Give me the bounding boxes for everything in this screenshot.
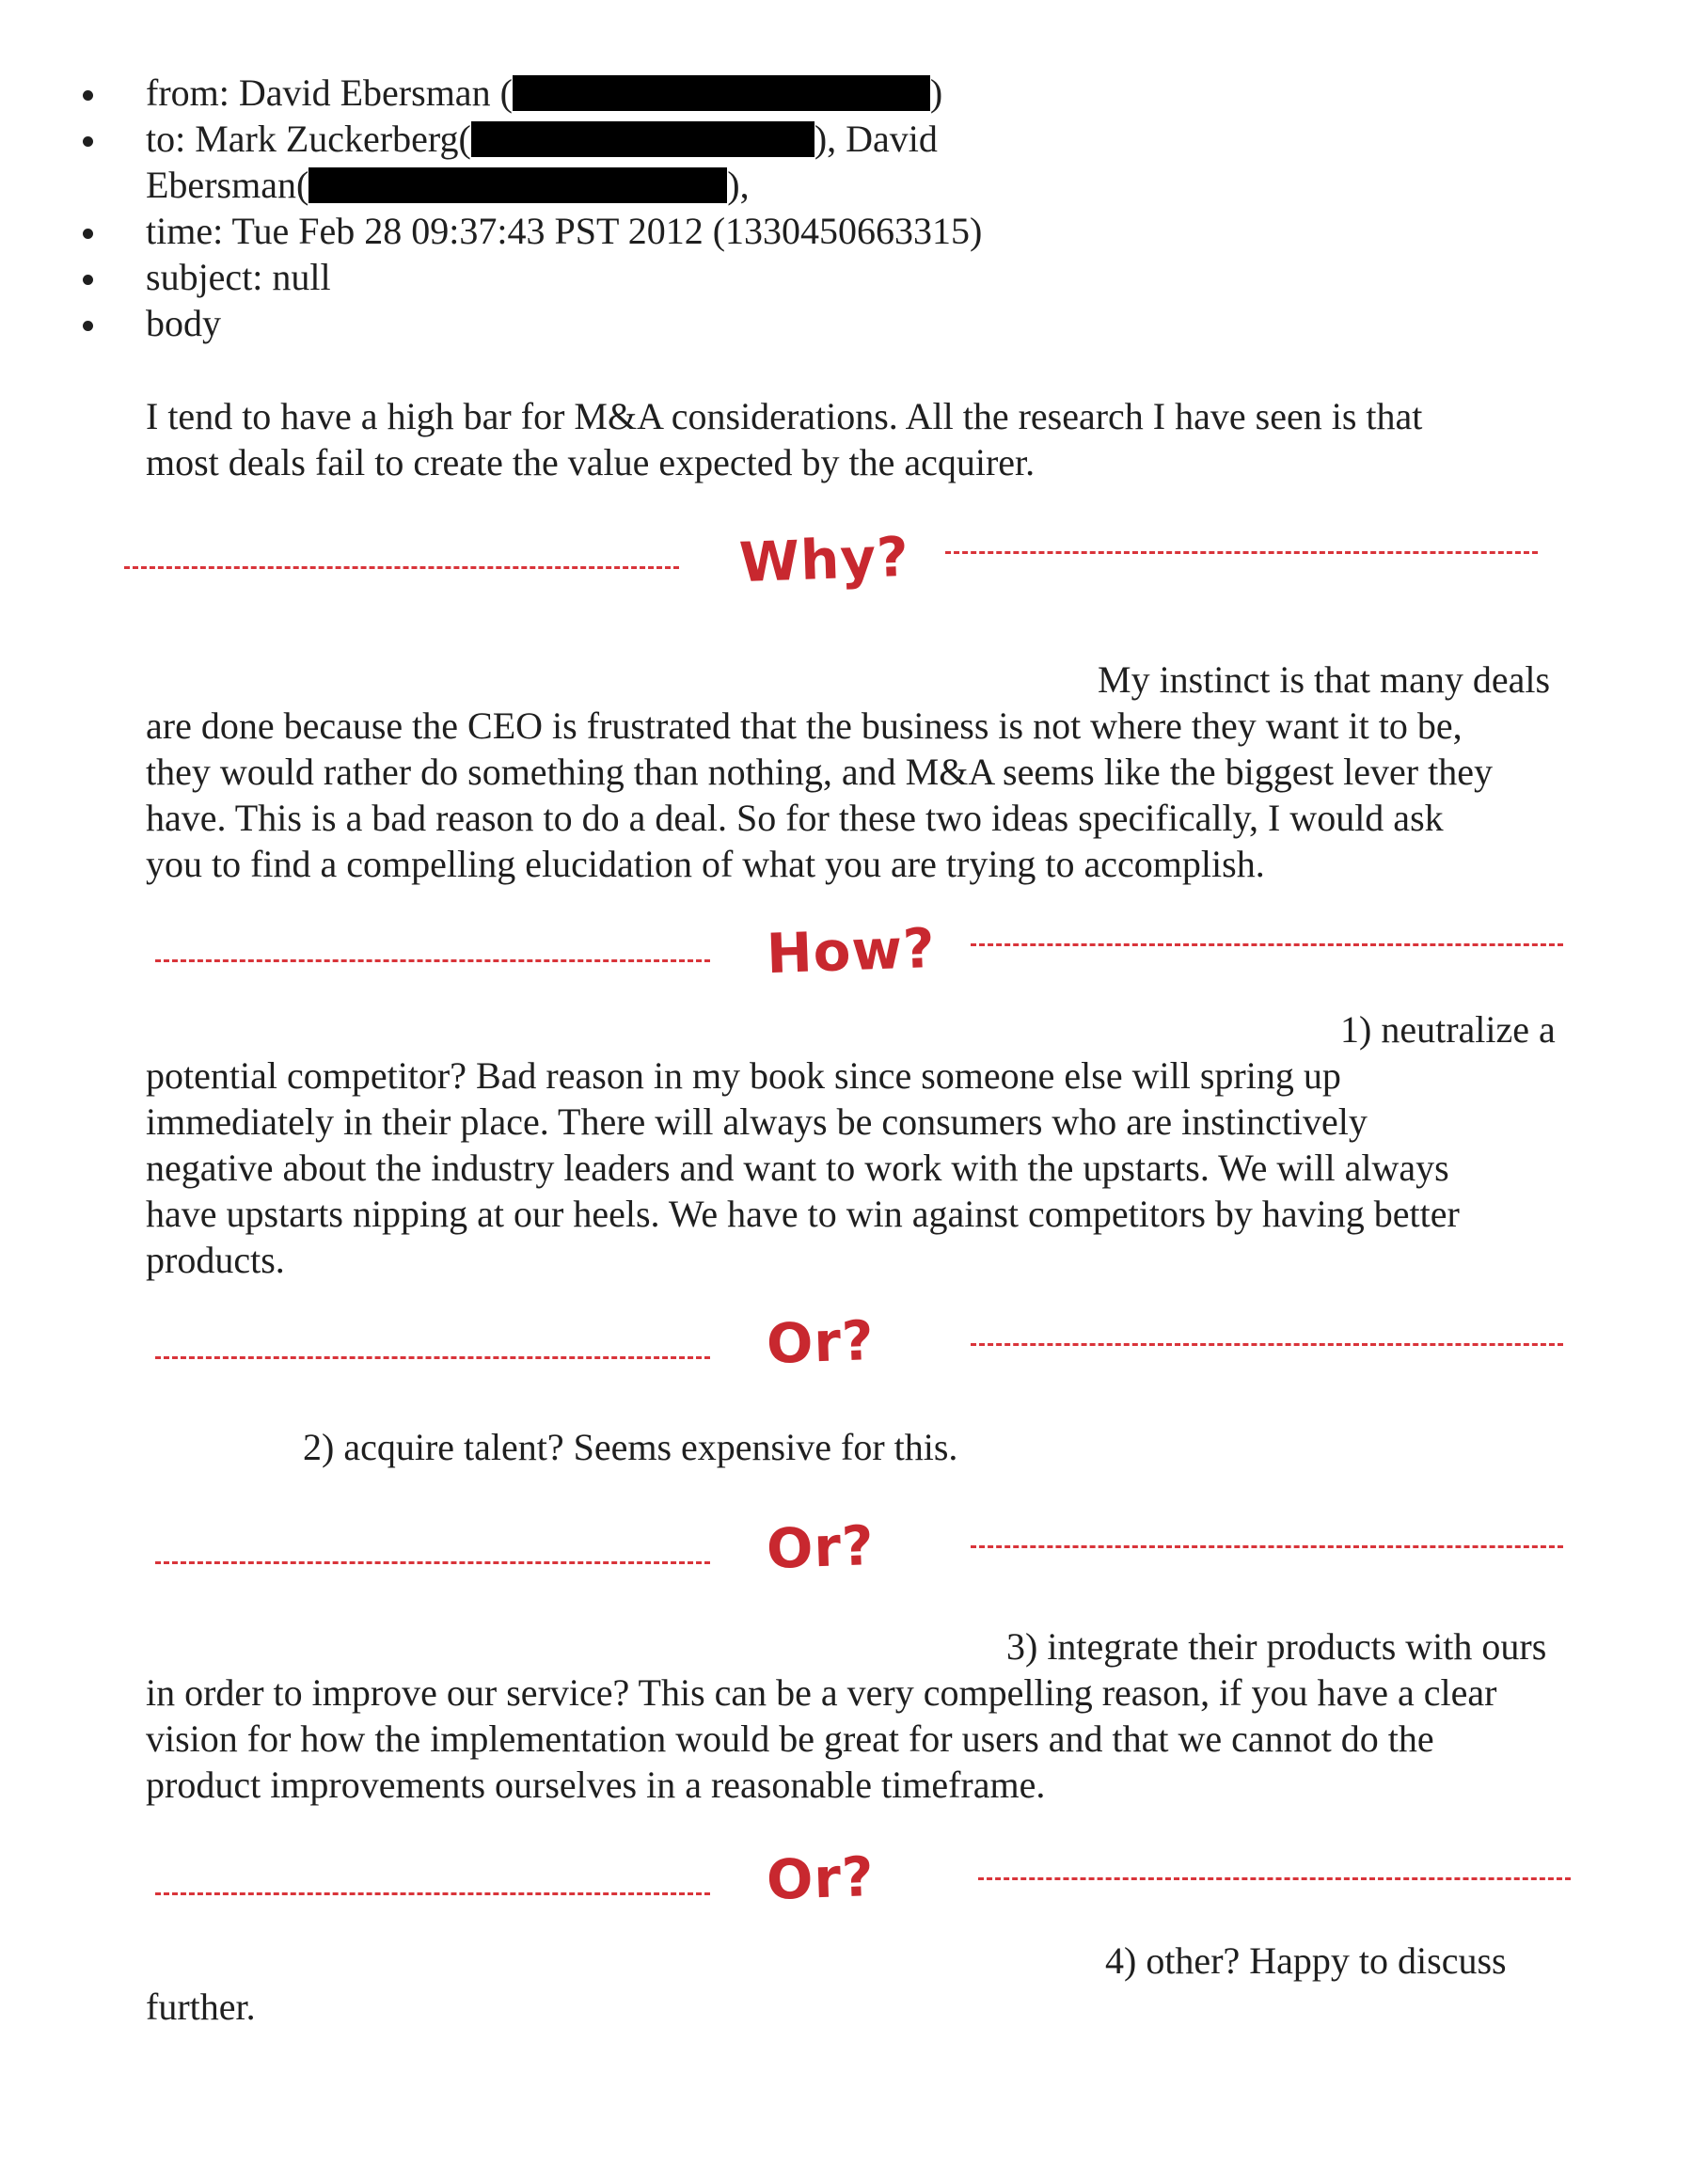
header-to	[83, 116, 1494, 208]
annotation-divider-right	[971, 1545, 1563, 1548]
time-text: time: Tue Feb 28 09:37:43 PST 2012 (1330450663315)	[146, 210, 983, 252]
header-body	[83, 300, 1494, 346]
paragraph-line: immediately in their place. There will always be consumers who are instinctively	[146, 1100, 1368, 1143]
paragraph-line: you to find a compelling elucidation of what you are trying to accomplish.	[146, 843, 1265, 885]
annotation-or-3: Or?	[765, 1844, 876, 1912]
annotation-how: How?	[765, 915, 937, 987]
annotation-divider-left	[155, 1561, 710, 1564]
paragraph-line: in order to improve our service? This can be a very compelling reason, if you have a clear	[146, 1671, 1497, 1714]
paragraph-4	[303, 1424, 957, 1470]
from-label: from: David Ebersman (	[146, 71, 513, 114]
paragraph-line: further.	[146, 1986, 256, 2028]
annotation-divider-right	[978, 1877, 1571, 1880]
paragraph-line: product improvements ourselves in a reasonable timeframe.	[146, 1764, 1046, 1806]
paragraph-line: have. This is a bad reason to do a deal. So for these two ideas specifically, I would ask	[146, 797, 1444, 839]
annotation-divider-right	[945, 551, 1538, 554]
annotation-why: Why?	[737, 524, 910, 595]
annotation-divider-left	[155, 959, 710, 962]
header-subject	[83, 254, 1494, 300]
paragraph-1	[146, 393, 1422, 485]
header-from	[83, 70, 1494, 116]
redaction-block	[513, 75, 930, 111]
bullet-icon	[83, 229, 93, 239]
paragraph-line: are done because the CEO is frustrated that the business is not where they want it to be,	[146, 704, 1463, 747]
paragraph-3	[146, 1006, 1556, 1283]
annotation-divider-left	[124, 566, 679, 569]
header-time	[83, 208, 1494, 254]
to-cont-tail: ),	[727, 164, 750, 206]
annotation-or-1: Or?	[765, 1308, 876, 1376]
subject-text: subject: null	[146, 256, 331, 298]
paragraph-2	[146, 657, 1550, 887]
bullet-icon	[83, 321, 93, 331]
annotation-divider-left	[155, 1356, 710, 1359]
paragraph-5	[146, 1623, 1546, 1808]
paragraph-line: My instinct is that many deals	[1098, 658, 1551, 701]
redaction-block	[308, 167, 727, 203]
annotation-divider-right	[971, 1343, 1563, 1346]
paragraph-line: 2) acquire talent? Seems expensive for this.	[303, 1426, 958, 1468]
to-mid: ), David	[814, 118, 938, 160]
redaction-block	[471, 121, 814, 157]
paragraph-line: I tend to have a high bar for M&A considerations. All the research I have seen is that	[146, 395, 1423, 437]
to-continuation	[146, 162, 1494, 208]
bullet-icon	[83, 275, 93, 285]
annotation-divider-left	[155, 1892, 710, 1895]
paragraph-line: 3) integrate their products with ours	[1006, 1625, 1547, 1668]
paragraph-line: vision for how the implementation would be great for users and that we cannot do the	[146, 1717, 1434, 1760]
paragraph-6	[146, 1938, 1507, 2030]
annotation-divider-right	[971, 943, 1563, 946]
paragraph-line: they would rather do something than nothing, and M&A seems like the biggest lever they	[146, 751, 1493, 793]
to-cont-label: Ebersman(	[146, 164, 309, 206]
bullet-icon	[83, 90, 93, 101]
paragraph-line: have upstarts nipping at our heels. We have to win against competitors by having better	[146, 1193, 1460, 1235]
from-tail: )	[929, 71, 943, 114]
paragraph-line: most deals fail to create the value expected by the acquirer.	[146, 441, 1036, 483]
paragraph-line: 1) neutralize a	[1340, 1008, 1556, 1051]
paragraph-line: negative about the industry leaders and want to work with the upstarts. We will always	[146, 1147, 1449, 1189]
email-header-list	[83, 70, 1494, 346]
paragraph-line: products.	[146, 1239, 285, 1281]
paragraph-line: 4) other? Happy to discuss	[1105, 1939, 1507, 1982]
body-label: body	[146, 302, 221, 344]
bullet-icon	[83, 136, 93, 147]
paragraph-line: potential competitor? Bad reason in my book since someone else will spring up	[146, 1054, 1341, 1097]
annotation-or-2: Or?	[765, 1513, 876, 1581]
to-label: to: Mark Zuckerberg(	[146, 118, 471, 160]
